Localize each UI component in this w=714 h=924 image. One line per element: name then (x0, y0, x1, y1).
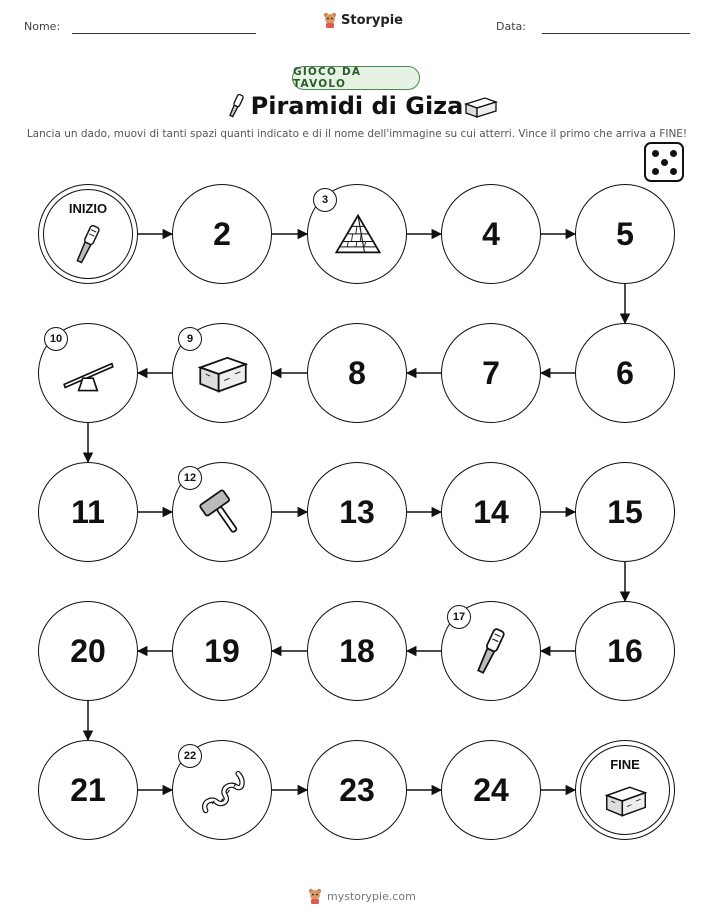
finish-space (575, 740, 675, 840)
space-number: 6 (616, 354, 634, 391)
mallet-icon (197, 487, 249, 539)
board-space (307, 462, 407, 562)
space-number: 2 (213, 215, 231, 252)
pyramid-icon (332, 209, 384, 261)
board-space (38, 323, 138, 423)
footer (308, 888, 416, 904)
instructions-text: Lancia un dado, muovi di tanti spazi quanti indicato e di il nome dell'immagine su cui atterri. Vince il primo che arriva a FINE! (26, 128, 688, 140)
board-space (38, 740, 138, 840)
space-number-badge: 9 (178, 327, 202, 351)
stone-block-icon (463, 94, 499, 120)
space-number-badge: 17 (447, 605, 471, 629)
board-space (575, 601, 675, 701)
board-space (38, 462, 138, 562)
chisel-icon (226, 92, 246, 120)
stone-block-icon (197, 348, 249, 400)
space-number: 8 (348, 354, 366, 391)
board-space (575, 184, 675, 284)
space-number-badge: 3 (313, 188, 337, 212)
space-number: 19 (204, 632, 240, 669)
space-number: 20 (70, 632, 106, 669)
board-space (172, 184, 272, 284)
page-title: Piramidi di Giza (250, 92, 464, 120)
start-space (38, 184, 138, 284)
space-number: 23 (339, 771, 375, 808)
space-number: 16 (607, 632, 643, 669)
space-number: 18 (339, 632, 375, 669)
space-number: 24 (473, 771, 509, 808)
board-space (172, 740, 272, 840)
name-label: Nome: (24, 20, 61, 33)
space-number-badge: 10 (44, 327, 68, 351)
board-space (441, 740, 541, 840)
footer-url: mystorypie.com (327, 889, 416, 903)
space-label: FINE (610, 757, 640, 772)
brand-logo (323, 12, 403, 28)
board-space (575, 462, 675, 562)
brand-name: Storypie (341, 12, 403, 28)
space-number: 4 (482, 215, 500, 252)
lever-icon (60, 348, 118, 400)
board-space (172, 601, 272, 701)
space-number: 11 (71, 493, 105, 530)
board-space (307, 601, 407, 701)
board-space (307, 184, 407, 284)
space-number-badge: 22 (178, 744, 202, 768)
space-number: 13 (339, 493, 375, 530)
space-number-badge: 12 (178, 466, 202, 490)
board-space (38, 601, 138, 701)
bear-mascot-icon (308, 888, 322, 904)
space-label: INIZIO (68, 201, 108, 216)
bear-mascot-icon (323, 12, 337, 28)
board-space (441, 462, 541, 562)
board-space (441, 601, 541, 701)
rope-icon (197, 765, 249, 817)
board-space (441, 323, 541, 423)
board-space (307, 740, 407, 840)
chisel-icon (67, 223, 111, 267)
board-space (172, 323, 272, 423)
chisel-icon (466, 626, 518, 678)
board-space (441, 184, 541, 284)
space-number: 21 (70, 771, 106, 808)
board-space (307, 323, 407, 423)
stone-block-icon (604, 779, 648, 823)
space-number: 15 (607, 493, 643, 530)
name-field[interactable] (72, 33, 256, 34)
dice-five-icon (644, 142, 684, 182)
board-space (575, 323, 675, 423)
space-number: 7 (482, 354, 500, 391)
space-number: 14 (473, 493, 509, 530)
game-type-badge: GIOCO DA TAVOLO (292, 66, 420, 90)
space-number: 5 (616, 215, 634, 252)
board-space (172, 462, 272, 562)
date-field[interactable] (542, 33, 690, 34)
date-label: Data: (496, 20, 526, 33)
